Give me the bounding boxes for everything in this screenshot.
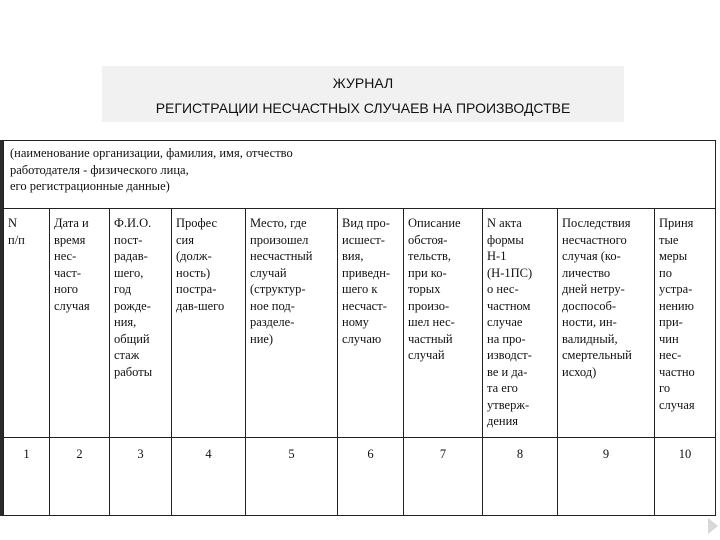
column-number-6: 6 bbox=[338, 437, 404, 515]
column-number-9: 9 bbox=[558, 437, 655, 515]
header-cell-4: Профес сия (долж- ность) постра- дав-шего bbox=[172, 209, 246, 438]
registration-table bbox=[3, 140, 716, 516]
header-row bbox=[4, 209, 716, 438]
header-cell-8: N акта формы Н-1 (Н-1ПС) о нес- частном случае на про- изводст- ве и да- та его утверж- дения bbox=[483, 209, 558, 438]
column-number-8: 8 bbox=[483, 437, 558, 515]
column-number-row bbox=[4, 437, 716, 515]
journal-title-block bbox=[102, 66, 624, 122]
column-number-2: 2 bbox=[50, 437, 110, 515]
next-slide-arrow-icon[interactable] bbox=[708, 518, 718, 534]
org-info-row bbox=[4, 141, 716, 209]
column-number-1: 1 bbox=[4, 437, 50, 515]
header-cell-9: Последствия несчастного случая (ко- личество дней нетру- доспособ- ности, ин- валидный, смертельный исход) bbox=[558, 209, 655, 438]
header-cell-6: Вид про- исшест- вия, приведн- шего к несчаст- ному случаю bbox=[338, 209, 404, 438]
column-number-7: 7 bbox=[404, 437, 483, 515]
column-number-5: 5 bbox=[246, 437, 338, 515]
column-number-3: 3 bbox=[110, 437, 172, 515]
header-cell-2: Дата и время нес- част- ного случая bbox=[50, 209, 110, 438]
header-cell-3: Ф.И.О. пост- радав- шего, год рожде- ния, общий стаж работы bbox=[110, 209, 172, 438]
registration-table-wrapper bbox=[3, 140, 715, 516]
journal-subtitle: РЕГИСТРАЦИИ НЕСЧАСТНЫХ СЛУЧАЕВ НА ПРОИЗВОДСТВЕ bbox=[155, 100, 571, 116]
org-info-cell: (наименование организации, фамилия, имя, отчество работодателя - физического лица, его регистрационные данные) bbox=[4, 141, 716, 209]
header-cell-10: Приня тые меры по устра- нению при- чин нес- частно го случая bbox=[655, 209, 716, 438]
journal-title: ЖУРНАЛ bbox=[332, 75, 394, 91]
header-cell-1: N п/п bbox=[4, 209, 50, 438]
header-cell-7: Описание обстоя- тельств, при ко- торых произо- шел нес- частный случай bbox=[404, 209, 483, 438]
column-number-10: 10 bbox=[655, 437, 716, 515]
column-number-4: 4 bbox=[172, 437, 246, 515]
header-cell-5: Место, где произошел несчастный случай (структур- ное под- разделе- ние) bbox=[246, 209, 338, 438]
